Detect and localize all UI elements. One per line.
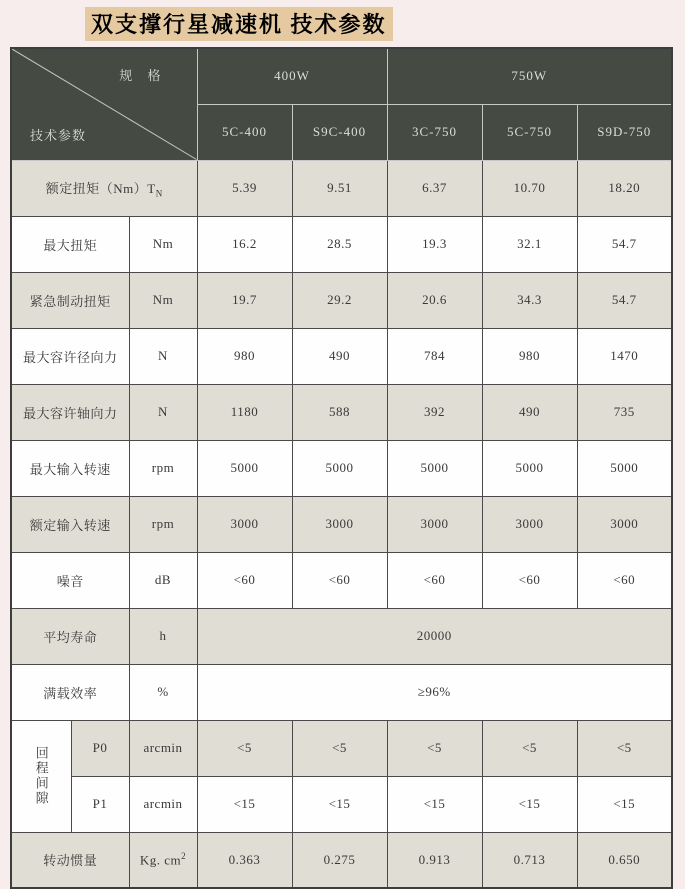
- value-cell: 19.7: [197, 272, 292, 328]
- value-cell: 588: [292, 384, 387, 440]
- value-cell: 3000: [197, 496, 292, 552]
- unit-cell: h: [129, 608, 197, 664]
- value-cell: 19.3: [387, 216, 482, 272]
- table-row: [11, 216, 672, 272]
- value-cell: 5000: [577, 440, 672, 496]
- corner-param-label: 技术参数: [30, 127, 87, 143]
- param-label: [11, 160, 197, 216]
- value-cell: 784: [387, 328, 482, 384]
- value-cell: 10.70: [482, 160, 577, 216]
- value-cell: <15: [197, 776, 292, 832]
- header-row-power: [11, 48, 672, 104]
- value-cell: 54.7: [577, 272, 672, 328]
- value-cell: 0.650: [577, 832, 672, 888]
- value-cell: 0.363: [197, 832, 292, 888]
- value-cell: 5000: [482, 440, 577, 496]
- table-row: [11, 720, 672, 776]
- value-cell: 29.2: [292, 272, 387, 328]
- value-cell: 18.20: [577, 160, 672, 216]
- value-cell: <5: [482, 720, 577, 776]
- value-cell: 0.275: [292, 832, 387, 888]
- table-row: [11, 384, 672, 440]
- param-text: 额定扭矩（Nm）T: [45, 180, 156, 196]
- param-label: 转动惯量: [11, 832, 129, 888]
- value-cell: 5000: [292, 440, 387, 496]
- unit-cell: [129, 832, 197, 888]
- value-cell: 490: [292, 328, 387, 384]
- table-row: [11, 776, 672, 832]
- value-cell: 20.6: [387, 272, 482, 328]
- param-subscript: N: [155, 188, 163, 199]
- value-cell: 34.3: [482, 272, 577, 328]
- value-cell: <5: [292, 720, 387, 776]
- unit-text: Kg. cm: [139, 852, 182, 868]
- corner-cell: [11, 48, 197, 160]
- value-cell: 980: [482, 328, 577, 384]
- value-cell: <15: [482, 776, 577, 832]
- param-label: P1: [71, 776, 129, 832]
- spec-table: [10, 47, 673, 889]
- value-cell: 5000: [197, 440, 292, 496]
- merged-value-cell: 20000: [197, 608, 672, 664]
- table-row: [11, 552, 672, 608]
- value-cell: 6.37: [387, 160, 482, 216]
- unit-cell: Nm: [129, 272, 197, 328]
- value-cell: 735: [577, 384, 672, 440]
- param-label: 最大输入转速: [11, 440, 129, 496]
- table-row: [11, 272, 672, 328]
- unit-cell: N: [129, 384, 197, 440]
- unit-cell: %: [129, 664, 197, 720]
- value-cell: <5: [577, 720, 672, 776]
- unit-cell: N: [129, 328, 197, 384]
- value-cell: <60: [387, 552, 482, 608]
- unit-cell: Nm: [129, 216, 197, 272]
- table-row: [11, 160, 672, 216]
- model-header: S9C-400: [292, 104, 387, 160]
- unit-cell: rpm: [129, 496, 197, 552]
- value-cell: 490: [482, 384, 577, 440]
- value-cell: 3000: [387, 496, 482, 552]
- unit-superscript: 2: [181, 851, 187, 862]
- table-row: [11, 664, 672, 720]
- model-header: S9D-750: [577, 104, 672, 160]
- value-cell: <60: [482, 552, 577, 608]
- value-cell: 5000: [387, 440, 482, 496]
- value-cell: 0.913: [387, 832, 482, 888]
- page-title: 双支撑行星减速机 技术参数: [85, 7, 393, 41]
- unit-cell: arcmin: [129, 720, 197, 776]
- table-row: [11, 440, 672, 496]
- corner-spec-label: 规 格: [119, 68, 167, 83]
- merged-value-cell: ≥96%: [197, 664, 672, 720]
- param-label: 最大扭矩: [11, 216, 129, 272]
- backlash-group-label: 回程间隙: [11, 720, 71, 832]
- unit-cell: dB: [129, 552, 197, 608]
- value-cell: <60: [577, 552, 672, 608]
- value-cell: 5.39: [197, 160, 292, 216]
- value-cell: 54.7: [577, 216, 672, 272]
- table-row: [11, 328, 672, 384]
- param-label: 最大容许轴向力: [11, 384, 129, 440]
- value-cell: 3000: [577, 496, 672, 552]
- value-cell: 28.5: [292, 216, 387, 272]
- value-cell: <15: [387, 776, 482, 832]
- value-cell: 32.1: [482, 216, 577, 272]
- param-label: 最大容许径向力: [11, 328, 129, 384]
- value-cell: 0.713: [482, 832, 577, 888]
- table-row: [11, 832, 672, 888]
- table-row: [11, 608, 672, 664]
- value-cell: <60: [292, 552, 387, 608]
- value-cell: <15: [577, 776, 672, 832]
- value-cell: <5: [387, 720, 482, 776]
- model-header: 3C-750: [387, 104, 482, 160]
- param-label: 满载效率: [11, 664, 129, 720]
- value-cell: <15: [292, 776, 387, 832]
- title-bar: [0, 0, 685, 47]
- value-cell: 1180: [197, 384, 292, 440]
- param-label: P0: [71, 720, 129, 776]
- value-cell: 3000: [292, 496, 387, 552]
- power-group-750w: 750W: [387, 48, 672, 104]
- value-cell: <60: [197, 552, 292, 608]
- value-cell: 1470: [577, 328, 672, 384]
- unit-cell: rpm: [129, 440, 197, 496]
- value-cell: 980: [197, 328, 292, 384]
- value-cell: <5: [197, 720, 292, 776]
- param-label: 紧急制动扭矩: [11, 272, 129, 328]
- value-cell: 392: [387, 384, 482, 440]
- value-cell: 16.2: [197, 216, 292, 272]
- param-label: 额定输入转速: [11, 496, 129, 552]
- model-header: 5C-750: [482, 104, 577, 160]
- param-label: 平均寿命: [11, 608, 129, 664]
- model-header: 5C-400: [197, 104, 292, 160]
- power-group-400w: 400W: [197, 48, 387, 104]
- unit-cell: arcmin: [129, 776, 197, 832]
- value-cell: 9.51: [292, 160, 387, 216]
- table-row: [11, 496, 672, 552]
- value-cell: 3000: [482, 496, 577, 552]
- param-label: 噪音: [11, 552, 129, 608]
